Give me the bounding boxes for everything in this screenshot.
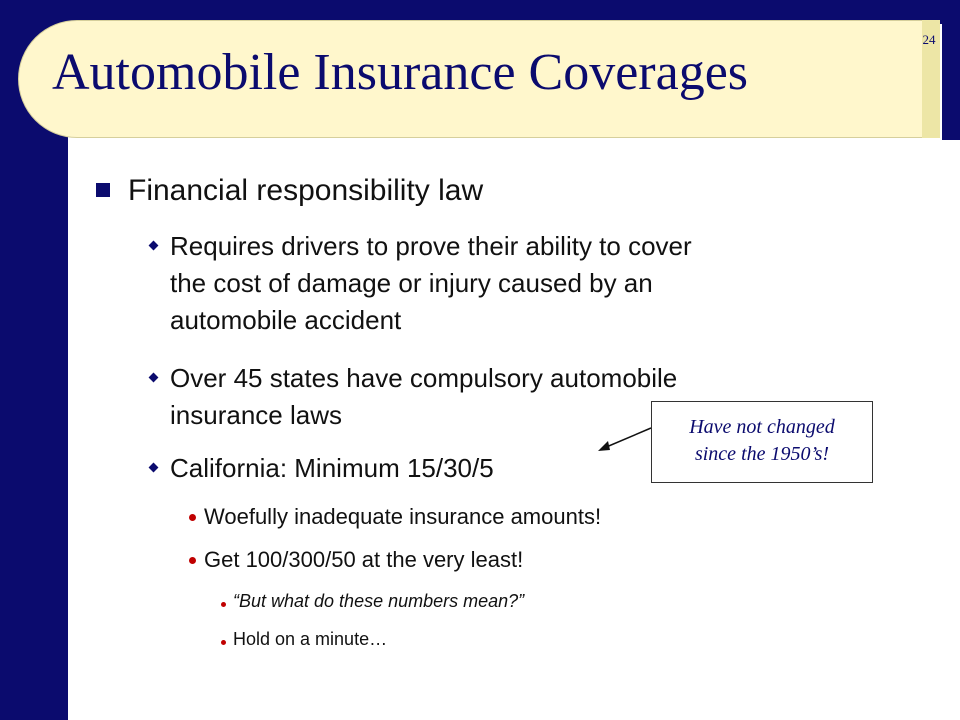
bullet-financial-responsibility: Financial responsibility law: [128, 174, 484, 207]
bullet-what-numbers-mean: “But what do these numbers mean?”: [233, 591, 525, 611]
bullet-hold-on: Hold on a minute…: [233, 629, 388, 649]
bullet-requires-drivers-line1: Requires drivers to prove their ability to cover: [170, 231, 692, 261]
page-number: 24: [922, 32, 936, 47]
bullet-compulsory-line2: insurance laws: [170, 400, 342, 430]
bullet-requires-drivers-line3: automobile accident: [170, 305, 402, 335]
bullet-california-minimum: California: Minimum 15/30/5: [170, 453, 494, 483]
bullet-woefully-inadequate: Woefully inadequate insurance amounts!: [204, 504, 602, 529]
callout-line-2: since the 1950’s!: [694, 443, 830, 465]
slide-title: Automobile Insurance Coverages: [52, 44, 749, 101]
callout-line-1: Have not changed: [689, 416, 835, 438]
bullet-requires-drivers-line2: the cost of damage or injury caused by an: [170, 268, 653, 298]
bullet-compulsory-line1: Over 45 states have compulsory automobile: [170, 363, 678, 393]
bullet-get-100-300-50: Get 100/300/50 at the very least!: [204, 547, 524, 572]
